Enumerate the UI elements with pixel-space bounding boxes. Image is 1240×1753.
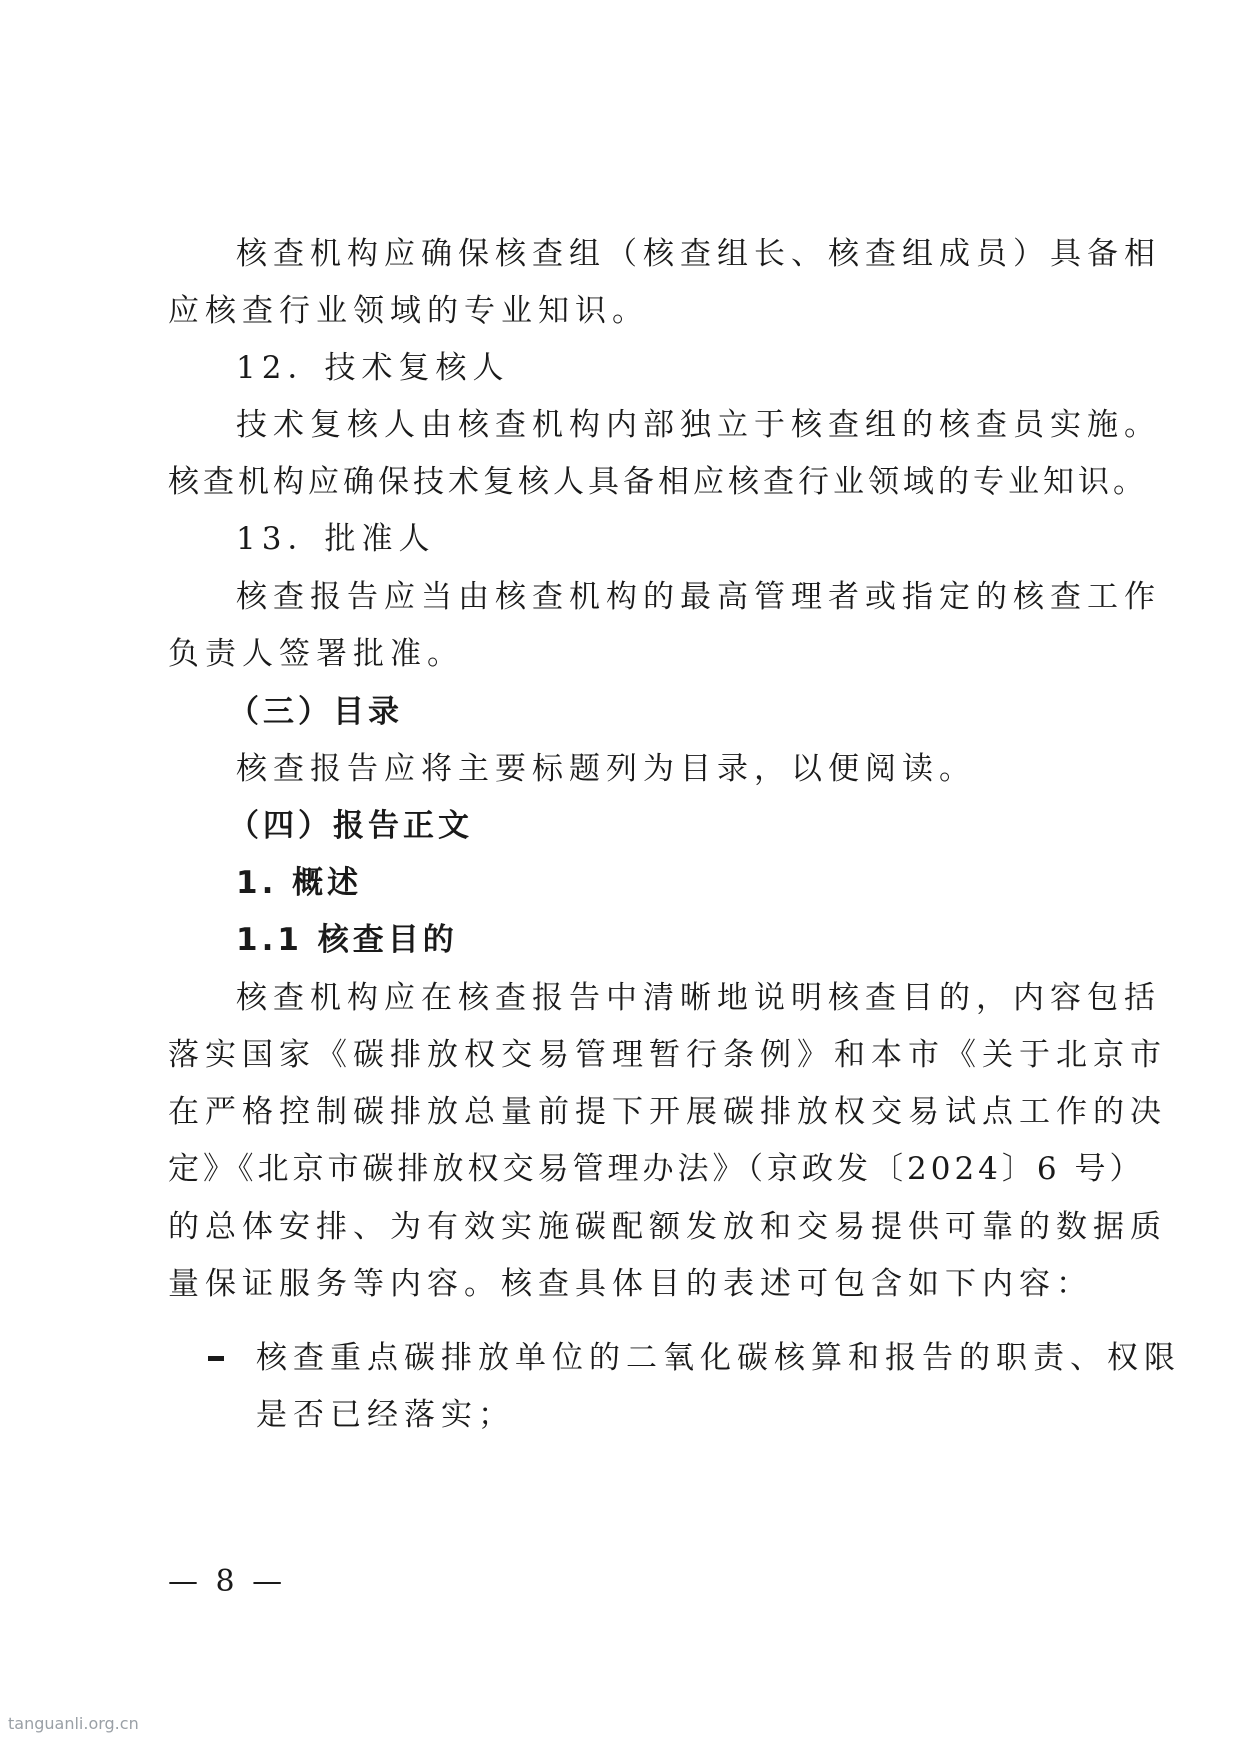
paragraph-line: 在严格控制碳排放总量前提下开展碳排放权交易试点工作的决 xyxy=(168,1094,1167,1130)
paragraph-line: 核查机构应在核查报告中清晰地说明核查目的，内容包括 xyxy=(236,980,1161,1016)
paragraph-line: 核查报告应将主要标题列为目录，以便阅读。 xyxy=(236,751,976,787)
list-item-continuation: 是否已经落实； xyxy=(256,1397,515,1433)
paragraph-line: 核查机构应确保技术复核人具备相应核查行业领域的专业知识。 xyxy=(168,464,1148,500)
section-heading: 1.1 核查目的 xyxy=(236,922,458,958)
section-heading: （四）报告正文 xyxy=(228,808,473,844)
paragraph-line: 负责人签署批准。 xyxy=(168,636,464,672)
section-heading: （三）目录 xyxy=(228,694,403,730)
section-heading: 12．技术复核人 xyxy=(236,350,510,386)
page-number: — 8 — xyxy=(168,1564,287,1599)
watermark: tanguanli.org.cn xyxy=(8,1714,139,1733)
paragraph-line: 核查机构应确保核查组（核查组长、核查组成员）具备相 xyxy=(236,236,1161,272)
paragraph-line: 应核查行业领域的专业知识。 xyxy=(168,293,649,329)
list-item: 核查重点碳排放单位的二氧化碳核算和报告的职责、权限 xyxy=(256,1340,1181,1376)
bullet-dash-icon xyxy=(208,1356,224,1361)
paragraph-line: 的总体安排、为有效实施碳配额发放和交易提供可靠的数据质 xyxy=(168,1209,1167,1245)
paragraph-line: 落实国家《碳排放权交易管理暂行条例》和本市《关于北京市 xyxy=(168,1037,1167,1073)
paragraph-line: 技术复核人由核查机构内部独立于核查组的核查员实施。 xyxy=(236,407,1161,443)
paragraph-line: 定》《北京市碳排放权交易管理办法》（京政发〔2024〕6 号） xyxy=(168,1151,1145,1187)
section-heading: 13．批准人 xyxy=(236,521,436,557)
paragraph-line: 量保证服务等内容。核查具体目的表述可包含如下内容： xyxy=(168,1266,1093,1302)
paragraph-line: 核查报告应当由核查机构的最高管理者或指定的核查工作 xyxy=(236,579,1161,615)
section-heading: 1. 概述 xyxy=(236,865,363,901)
